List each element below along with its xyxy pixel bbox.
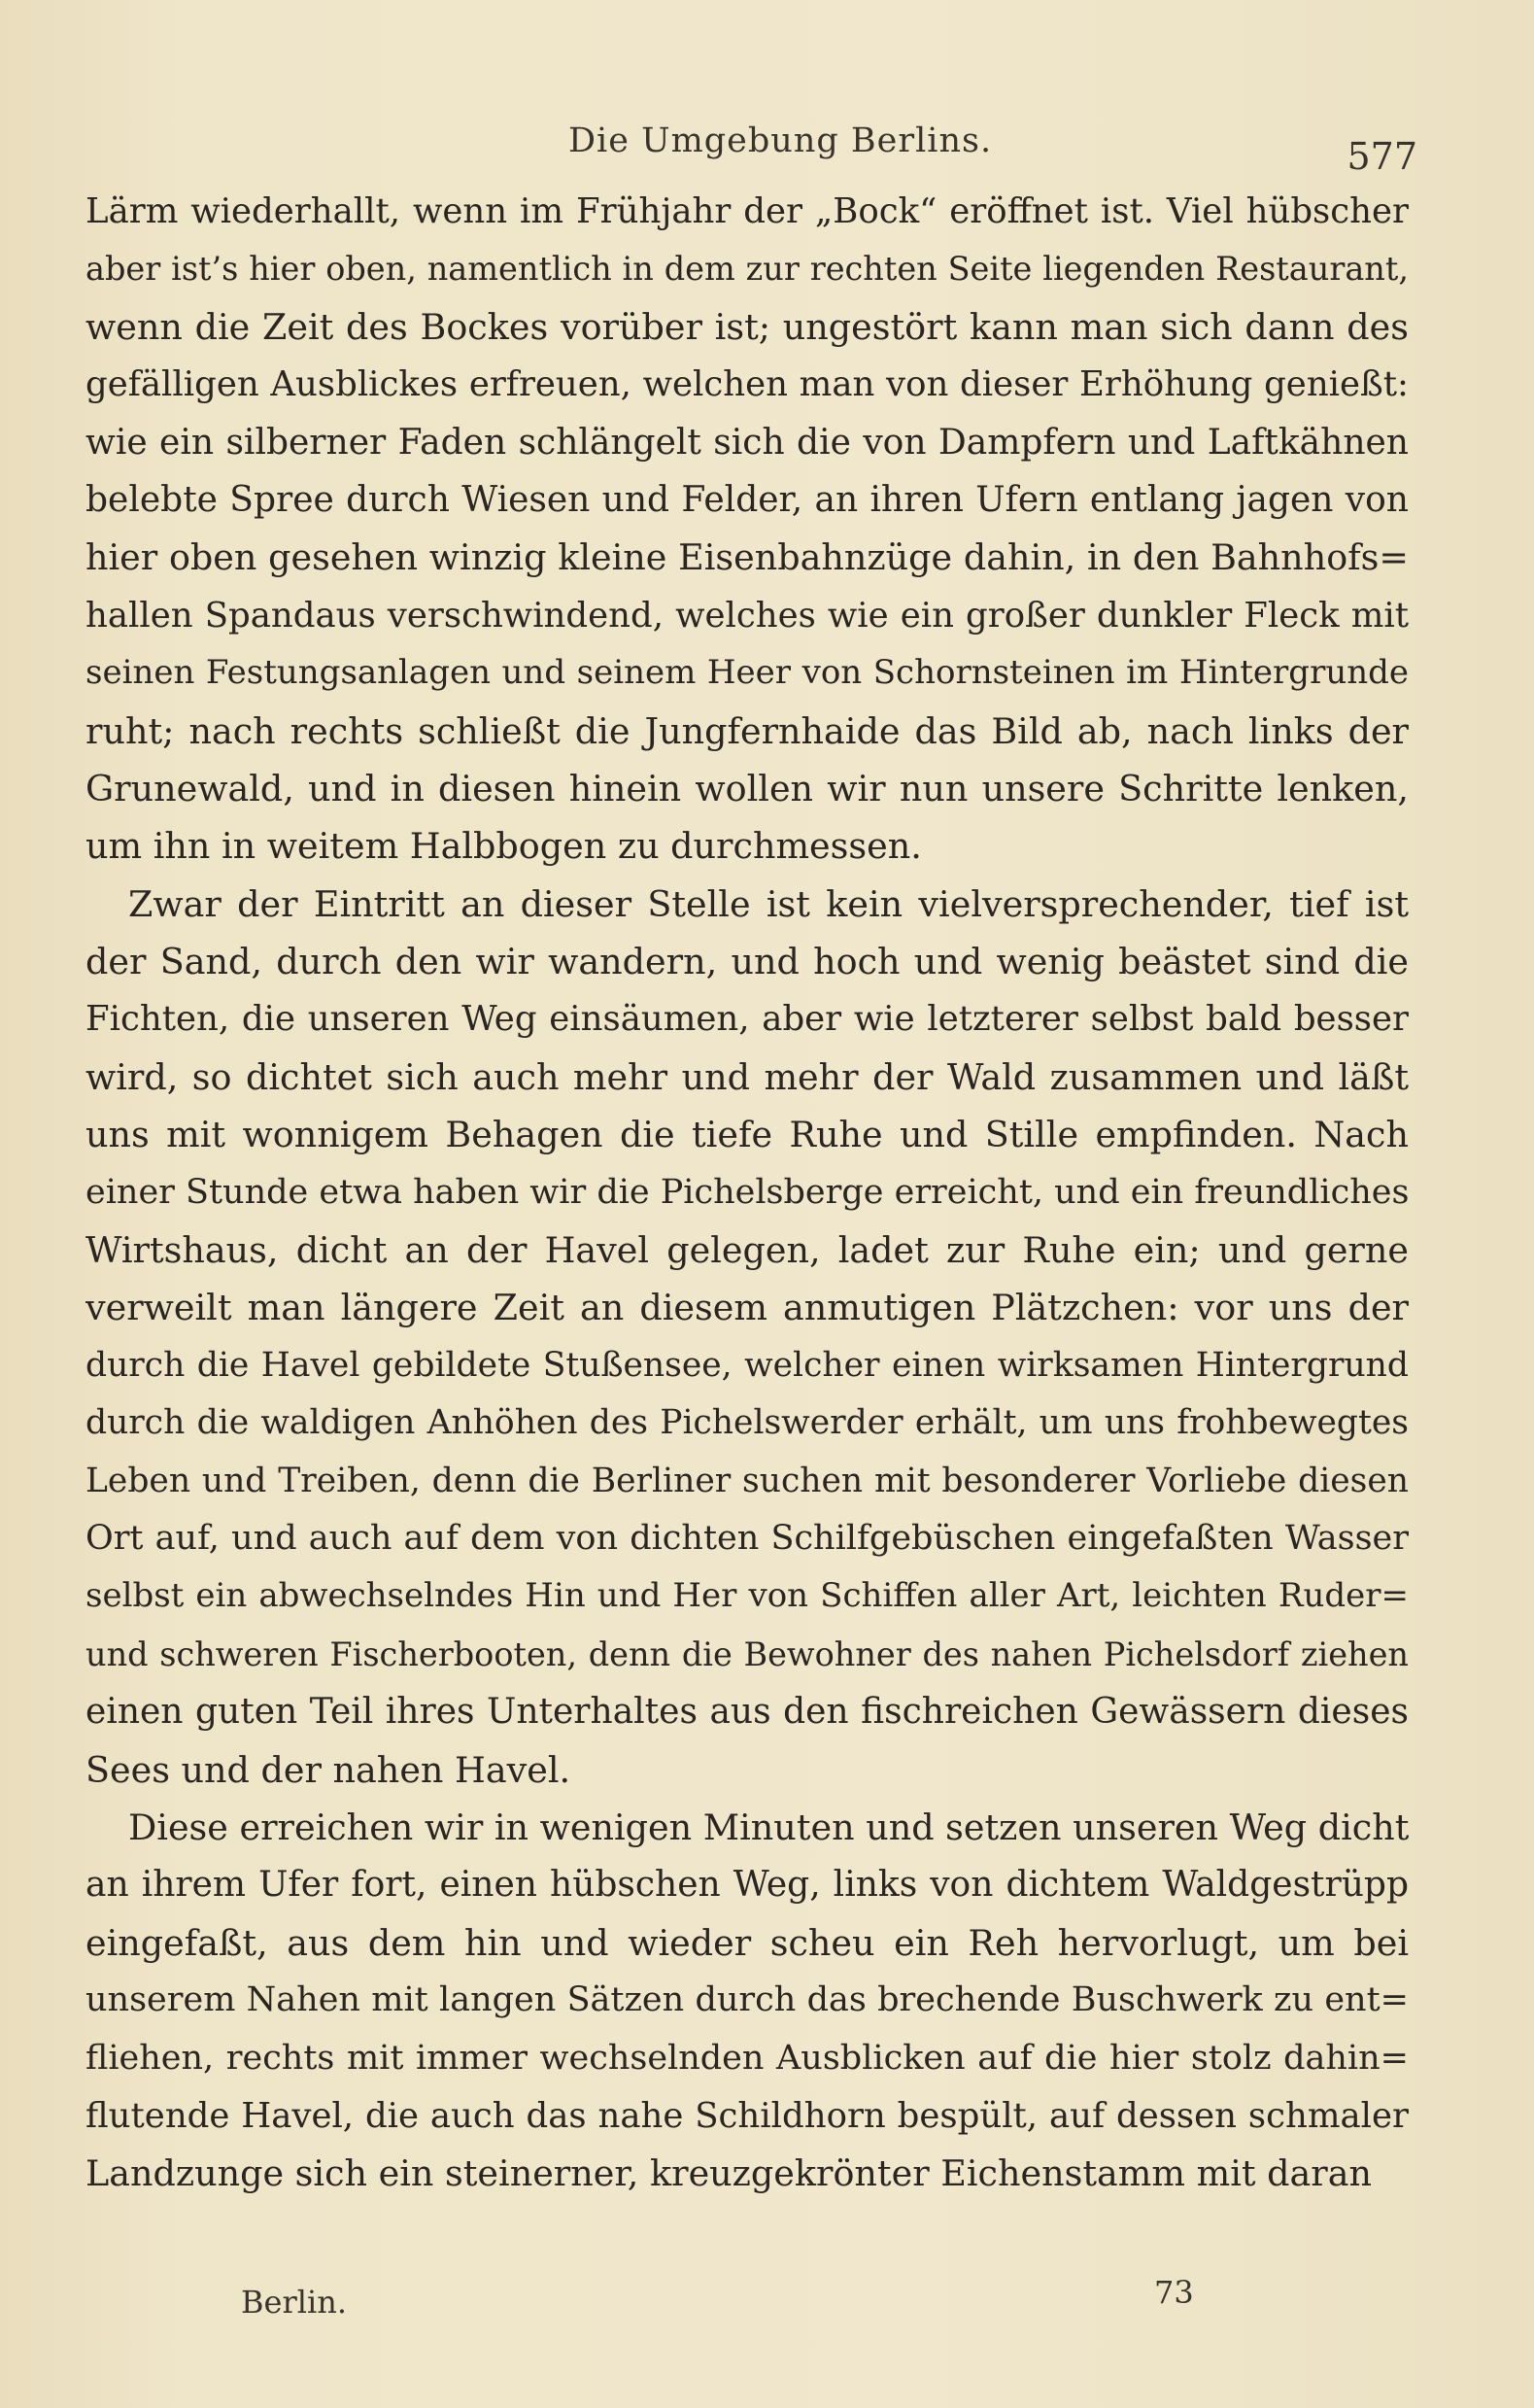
running-head bbox=[87, 121, 1417, 180]
running-title: Die Umgebung Berlins. bbox=[568, 121, 993, 160]
text-line: Fichten, die unseren Weg einsäumen, aber wie letzterer selbst bald besser bbox=[85, 999, 1409, 1040]
text-line: aber ist’s hier oben, namentlich in dem zur rechten Seite liegenden Restaurant, bbox=[85, 250, 1409, 289]
text-line: uns mit wonnigem Behagen die tiefe Ruhe und Stille empfinden. Nach bbox=[85, 1114, 1409, 1156]
paragraph bbox=[85, 876, 1409, 1799]
text-line: Grunewald, und in diesen hinein wollen wir nun unsere Schritte lenken, bbox=[85, 767, 1409, 809]
text-line: einen guten Teil ihres Unterhaltes aus den fischreichen Gewässern dieses bbox=[85, 1692, 1409, 1733]
text-line: flutende Havel, die auch das nahe Schildhorn bespült, auf dessen schmaler bbox=[85, 2095, 1409, 2136]
text-line: seinen Festungsanlagen und seinem Heer von Schornsteinen im Hintergrunde bbox=[85, 653, 1409, 693]
signature-title: Berlin. bbox=[241, 2284, 347, 2321]
text-line: hallen Spandaus verschwindend, welches wie ein großer dunkler Fleck mit bbox=[85, 595, 1409, 636]
text-line: und schweren Fischerbooten, denn die Bewohner des nahen Pichelsdorf ziehen bbox=[85, 1634, 1409, 1673]
page-number: 577 bbox=[1347, 135, 1417, 178]
text-line: wird, so dichtet sich auch mehr und mehr der Wald zusammen und läßt bbox=[85, 1055, 1409, 1098]
text-line: Lärm wiederhallt, wenn im Frühjahr der „Bock“ eröffnet ist. Viel hübscher bbox=[85, 191, 1409, 231]
text-line: durch die Havel gebildete Stußensee, welcher einen wirksamen Hintergrund bbox=[85, 1345, 1409, 1385]
paragraph bbox=[85, 1799, 1409, 2203]
text-line: Leben und Treiben, denn die Berliner suchen mit besonderer Vorliebe diesen bbox=[85, 1461, 1409, 1500]
text-line: belebte Spree durch Wiesen und Felder, an ihren Ufern entlang jagen von bbox=[85, 479, 1409, 520]
text-line: verweilt man längere Zeit an diesem anmutigen Plätzchen: vor uns der bbox=[85, 1287, 1409, 1329]
text-line: ruht; nach rechts schließt die Jungfernhaide das Bild ab, nach links der bbox=[85, 709, 1409, 752]
text-line: fliehen, rechts mit immer wechselnden Ausblicken auf die hier stolz dahin= bbox=[85, 2038, 1409, 2078]
text-line: Sees und der nahen Havel. bbox=[85, 1748, 571, 1791]
text-line: durch die waldigen Anhöhen des Pichelswerder erhält, um uns frohbewegtes bbox=[85, 1403, 1409, 1443]
text-line: wenn die Zeit des Bockes vorüber ist; ungestört kann man sich dann des bbox=[85, 305, 1409, 348]
text-line: Ort auf, und auch auf dem von dichten Schilfgebüschen eingefaßten Wasser bbox=[85, 1518, 1409, 1558]
text-line: um ihn in weitem Halbbogen zu durchmessen. bbox=[85, 825, 922, 868]
text-line: Wirtshaus, dicht an der Havel gelegen, ladet zur Ruhe ein; und gerne bbox=[85, 1229, 1409, 1272]
text-line: hier oben gesehen winzig kleine Eisenbahnzüge dahin, in den Bahnhofs= bbox=[85, 536, 1409, 579]
text-line: eingefaßt, aus dem hin und wieder scheu ein Reh hervorlugt, um bei bbox=[85, 1921, 1409, 1964]
sheet-number: 73 bbox=[1154, 2274, 1194, 2311]
text-line: an ihrem Ufer fort, einen hübschen Weg, links von dichtem Waldgestrüpp bbox=[85, 1865, 1409, 1906]
text-line: Landzunge sich ein steinerner, kreuzgekrönter Eichenstamm mit daran bbox=[85, 2152, 1372, 2195]
text-line: der Sand, durch den wir wandern, und hoch und wenig beästet sind die bbox=[85, 941, 1409, 983]
text-line: wie ein silberner Faden schlängelt sich die von Dampfern und Laftkähnen bbox=[85, 422, 1409, 463]
body-text bbox=[85, 183, 1409, 2203]
paragraph bbox=[85, 183, 1409, 876]
text-line: gefälligen Ausblickes erfreuen, welchen man von dieser Erhöhung genießt: bbox=[85, 364, 1409, 405]
page-footer bbox=[85, 2274, 1417, 2332]
text-line: selbst ein abwechselndes Hin und Her von Schiffen aller Art, leichten Ruder= bbox=[85, 1576, 1409, 1616]
text-line: einer Stunde etwa haben wir die Pichelsberge erreicht, und ein freundliches bbox=[85, 1172, 1409, 1212]
text-line: Diese erreichen wir in wenigen Minuten und setzen unseren Weg dicht bbox=[128, 1806, 1409, 1848]
text-line: unserem Nahen mit langen Sätzen durch das brechende Buschwerk zu ent= bbox=[85, 1980, 1409, 2020]
text-line: Zwar der Eintritt an dieser Stelle ist kein vielversprechender, tief ist bbox=[128, 882, 1409, 925]
